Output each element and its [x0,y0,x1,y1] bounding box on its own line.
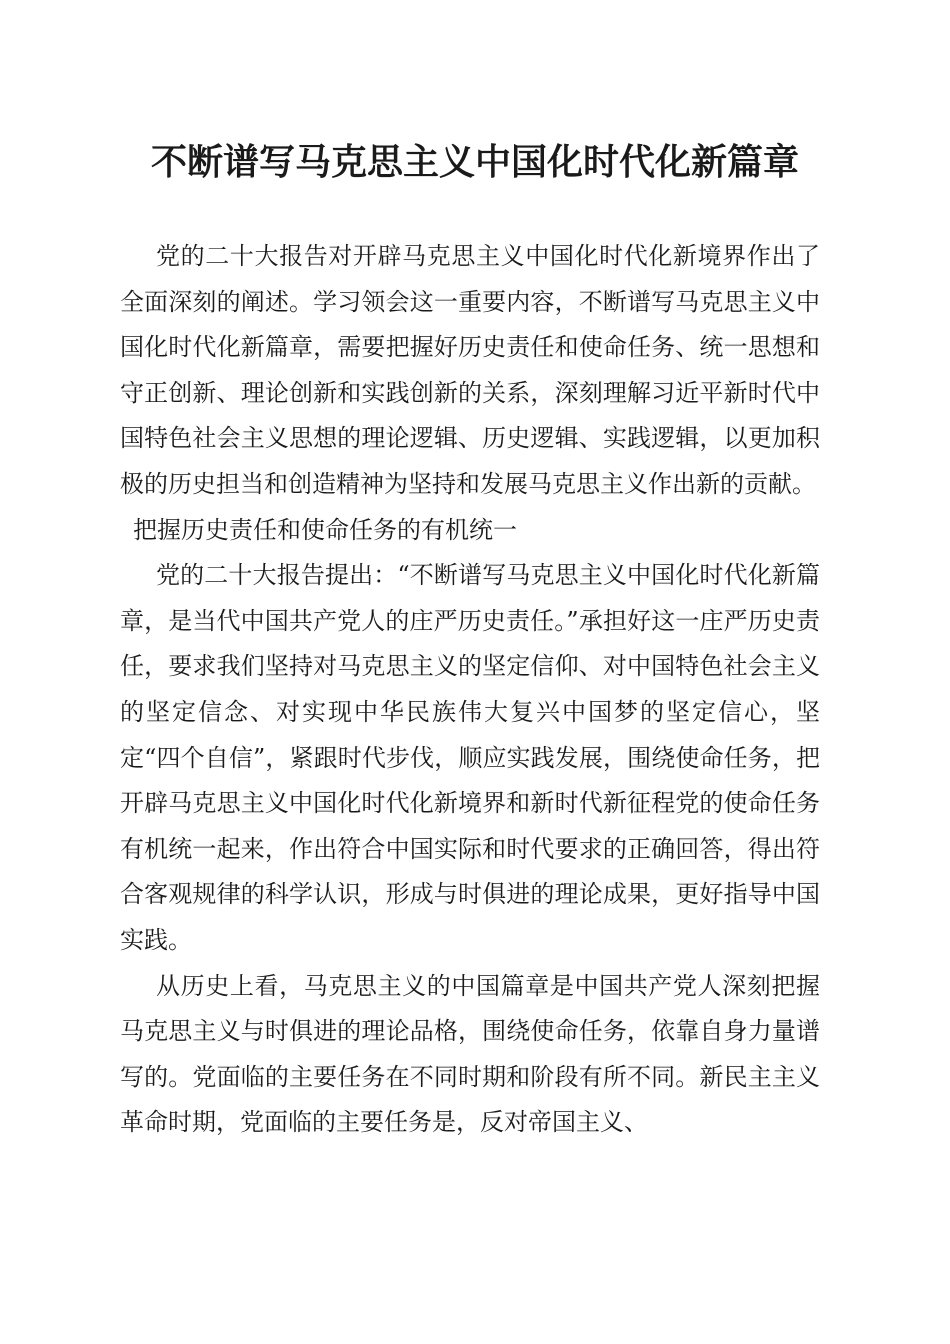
section-heading: 把握历史责任和使命任务的有机统一 [133,515,517,544]
paragraph-history: 从历史上看，马克思主义的中国篇章是中国共产党人深刻把握马克思主义与时俱进的理论品格，围绕使命任务，依靠自身力量谱写的。党面临的主要任务在不同时期和阶段有所不同。新民主主义革命时期，党面临的主要任务是，反对帝国主义、 [120,971,820,1137]
paragraph-responsibility: 党的二十大报告提出：“不断谱写马克思主义中国化时代化新篇章，是当代中国共产党人的庄严历史责任。”承担好这一庄严历史责任，要求我们坚持对马克思主义的坚定信仰、对中国特色社会主义的坚定信念、对实现中华民族伟大复兴中国梦的坚定信心，坚定“四个自信”，紧跟时代步伐，顺应实践发展，围绕使命任务，把开辟马克思主义中国化时代化新境界和新时代新征程党的使命任务有机统一起来，作出符合中国实际和时代要求的正确回答，得出符合客观规律的科学认识，形成与时俱进的理论成果，更好指导中国实践。 [120,561,820,954]
paragraph-intro: 党的二十大报告对开辟马克思主义中国化时代化新境界作出了全面深刻的阐述。学习领会这一重要内容，不断谱写马克思主义中国化时代化新篇章，需要把握好历史责任和使命任务、统一思想和守正创新、理论创新和实践创新的关系，深刻理解习近平新时代中国特色社会主义思想的理论逻辑、历史逻辑、实践逻辑，以更加积极的历史担当和创造精神为坚持和发展马克思主义作出新的贡献。 [120,242,820,498]
document-title: 不断谱写马克思主义中国化时代化新篇章 [150,141,799,183]
document-body [120,234,820,1146]
